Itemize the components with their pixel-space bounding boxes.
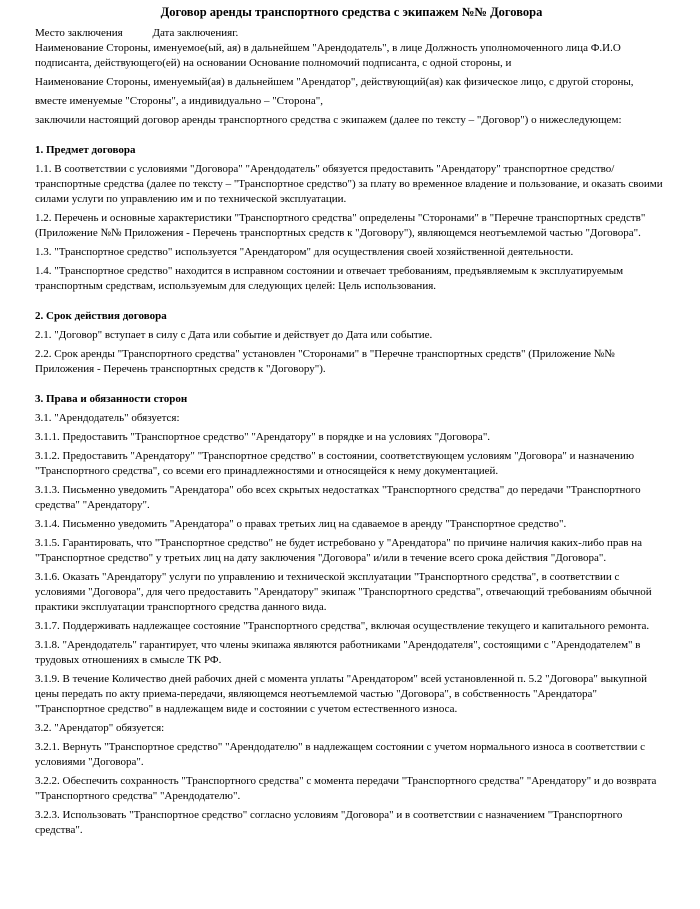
clause-3-1-6: 3.1.6. Оказать "Арендатору" услуги по управлению и технической эксплуатации "Транспортного средства", в соответствии с условиями "Договора", для чего предоставить "Арендатору" экипаж "Транспортного средства", отвечающий требованиям обычной практики эксплуатации транспортного средства данного вида.	[35, 571, 652, 613]
clause-1-3: 1.3. "Транспортное средство" используется "Арендатором" для осуществления своей хозяйственной деятельности.	[35, 246, 574, 258]
section-2-heading: 2. Срок действия договора	[35, 310, 167, 322]
clause-3-1-7: 3.1.7. Поддерживать надлежащее состояние "Транспортного средства", включая осуществление текущего и капитального ремонта.	[35, 620, 650, 632]
preamble-conclusion-statement: заключили настоящий договор аренды транспортного средства с экипажем (далее по тексту – "Договор") о нижеследующем:	[35, 114, 622, 126]
clause-3-1-3: 3.1.3. Письменно уведомить "Арендатора" обо всех скрытых недостатках "Транспортного средства" до передачи "Транспортного средства" "Арендатору".	[35, 484, 641, 511]
clause-3-2-2: 3.2.2. Обеспечить сохранность "Транспортного средства" с момента передачи "Транспортного средства" "Арендатору" и до возврата "Транспортного средства" "Арендодателю".	[35, 775, 657, 802]
conclusion-meta-line	[35, 26, 668, 41]
preamble-parties-naming: вместе именуемые "Стороны", а индивидуально – "Сторона",	[35, 95, 324, 107]
clause-3-1-2: 3.1.2. Предоставить "Арендатору" "Транспортное средство" в состоянии, соответствующем условиям "Договора" и назначению "Транспортного средства", со всеми его принадлежностями и относящейся к нему документацией.	[35, 450, 635, 477]
preamble-lessor-party: Наименование Стороны, именуемое(ый, ая) в дальнейшем "Арендодатель", в лице Должность уполномоченного лица Ф.И.О подписанта, действующего(ей) на основании Основание полномочий подписанта, с одной стороны, и	[35, 42, 621, 69]
clause-2-2: 2.2. Срок аренды "Транспортного средства" установлен "Сторонами" в "Перечне транспортных средств" (Приложение №№ Приложения - Перечень транспортных средств к "Договору").	[35, 348, 615, 375]
clause-3-2-3: 3.2.3. Использовать "Транспортное средство" согласно условиям "Договора" и в соответствии с назначением "Транспортного средства".	[35, 809, 623, 836]
section-3-heading: 3. Права и обязанности сторон	[35, 393, 188, 405]
date-of-conclusion-placeholder: Дата заключенияг.	[152, 27, 239, 39]
clause-3-1-1: 3.1.1. Предоставить "Транспортное средство" "Арендатору" в порядке и на условиях "Договора".	[35, 431, 491, 443]
place-of-conclusion-placeholder: Место заключения	[35, 27, 123, 39]
clause-3-1-9: 3.1.9. В течение Количество дней рабочих дней с момента уплаты "Арендатором" всей установленной п. 5.2 "Договора" выкупной цены передать по акту приема-передачи, являющемся неотъемлемой частью "Договора", в собственность "Арендатора" "Транспортное средство" в надлежащем виде и состоянии с учетом естественного износа.	[35, 673, 647, 715]
clause-1-1: 1.1. В соответствии с условиями "Договора" "Арендодатель" обязуется предоставить "Арендатору" транспортное средство/транспортные средства (далее по тексту – "Транспортное средство") за плату во временное владение и пользование, и оказать своими силами услуги по управлению им и по технической эксплуатации.	[35, 163, 663, 205]
clause-3-1-5: 3.1.5. Гарантировать, что "Транспортное средство" не будет истребовано у "Арендатора" по причине наличия каких-либо прав на "Транспортное средство" у третьих лиц на дату заключения "Договора" и/или в течение всего срока действия "Договора".	[35, 537, 642, 564]
clause-1-4: 1.4. "Транспортное средство" находится в исправном состоянии и отвечает требованиям, предъявляемым к эксплуатируемым транспортным средствам, используемым для следующих целей: Цель использования.	[35, 265, 624, 292]
clause-3-2: 3.2. "Арендатор" обязуется:	[35, 722, 165, 734]
clause-3-1-8: 3.1.8. "Арендодатель" гарантирует, что члены экипажа являются работниками "Арендодателя", состоящими с "Арендодателем" в трудовых отношениях в смысле ТК РФ.	[35, 639, 641, 666]
clause-3-1: 3.1. "Арендодатель" обязуется:	[35, 412, 180, 424]
clause-2-1: 2.1. "Договор" вступает в силу с Дата или событие и действует до Дата или событие.	[35, 329, 433, 341]
clause-1-2: 1.2. Перечень и основные характеристики "Транспортного средства" определены "Сторонами" в "Перечне транспортных средств" (Приложение №№ Приложения - Перечень транспортных средств к "Договору"), являющемся неотъемлемой частью "Договора".	[35, 212, 646, 239]
clause-3-1-4: 3.1.4. Письменно уведомить "Арендатора" о правах третьих лиц на сдаваемое в аренду "Транспортное средство".	[35, 518, 567, 530]
document-title: Договор аренды транспортного средства с экипажем №№ Договора	[160, 5, 543, 19]
clause-3-2-1: 3.2.1. Вернуть "Транспортное средство" "Арендодателю" в надлежащем состоянии с учетом нормального износа в соответствии с условиями "Договора".	[35, 741, 646, 768]
section-1-heading: 1. Предмет договора	[35, 144, 136, 156]
preamble-lessee-party: Наименование Стороны, именуемый(ая) в дальнейшем "Арендатор", действующий(ая) как физическое лицо, с другой стороны,	[35, 76, 634, 88]
